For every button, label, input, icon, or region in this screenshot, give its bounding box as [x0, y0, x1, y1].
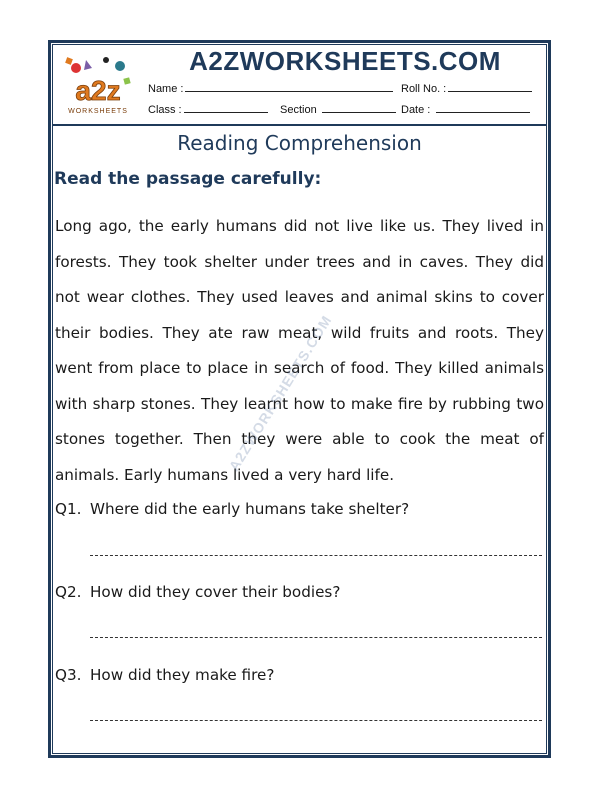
- date-blank[interactable]: [436, 103, 530, 113]
- question-3: [55, 666, 274, 684]
- question-1: [55, 500, 409, 518]
- a2z-logo: [56, 50, 140, 120]
- header-divider: [52, 124, 547, 126]
- instruction: Read the passage carefully:: [54, 169, 322, 189]
- reading-passage: Long ago, the early humans did not live like us. They lived in forests. They took shelter under trees and in caves. They did not wear clothes. They used leaves and animal skins to cover their bodies. They ate raw meat, wild fruits and roots. They went from place to place in search of food. They killed animals with sharp stones. They learnt how to make fire by rubbing two stones together. Then they were able to cook the meat of animals. Early humans lived a very hard life.: [55, 217, 544, 484]
- section-blank[interactable]: [322, 103, 396, 113]
- question-1-text: Where did the early humans take shelter?: [90, 500, 410, 518]
- date-label: Date :: [401, 104, 431, 116]
- date-field[interactable]: [401, 103, 530, 116]
- class-field[interactable]: [148, 103, 268, 116]
- page-title: Reading Comprehension: [177, 131, 422, 155]
- class-blank[interactable]: [184, 103, 268, 113]
- answer-line-1[interactable]: [90, 555, 542, 556]
- name-blank[interactable]: [185, 82, 393, 92]
- roll-label: Roll No. :: [401, 83, 447, 95]
- name-label: Name :: [148, 83, 184, 95]
- name-field[interactable]: [148, 82, 393, 95]
- question-1-number: Q1.: [55, 500, 82, 518]
- watermark: A2ZWORKSHEETS.COM: [225, 312, 335, 474]
- logo-text: a2z: [75, 75, 121, 106]
- question-2: [55, 583, 340, 601]
- question-3-number: Q3.: [55, 666, 82, 684]
- roll-blank[interactable]: [448, 82, 532, 92]
- roll-field[interactable]: [401, 82, 532, 95]
- logo-subtext: WORKSHEETS: [68, 108, 128, 115]
- question-2-text: How did they cover their bodies?: [90, 583, 341, 601]
- section-label: Section: [280, 104, 317, 116]
- site-title: A2ZWORKSHEETS.COM: [189, 46, 501, 76]
- class-label: Class :: [148, 104, 182, 116]
- question-3-text: How did they make fire?: [90, 666, 275, 684]
- section-field[interactable]: [280, 103, 396, 116]
- answer-line-2[interactable]: [90, 637, 542, 638]
- question-2-number: Q2.: [55, 583, 82, 601]
- answer-line-3[interactable]: [90, 720, 542, 721]
